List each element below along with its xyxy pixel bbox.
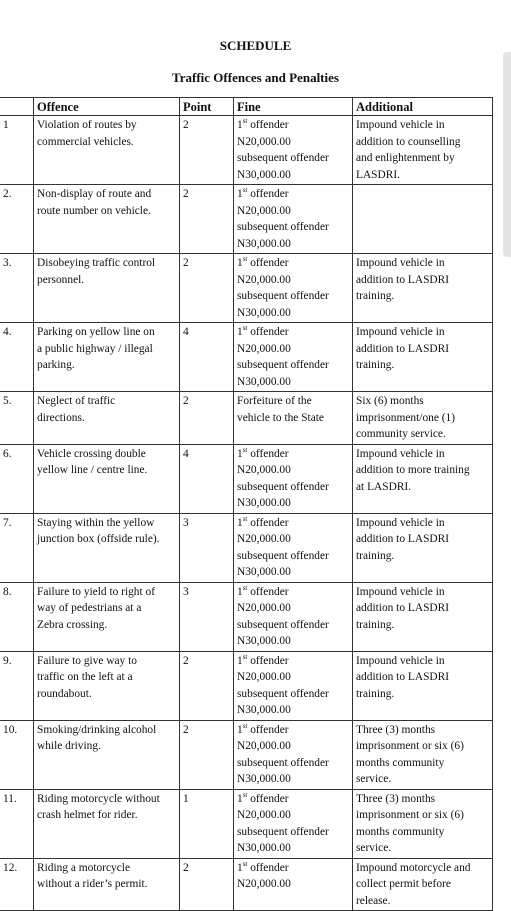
offence-cell xyxy=(34,392,180,445)
point-cell-text: 2 xyxy=(183,723,189,736)
point-cell-text: 2 xyxy=(183,395,189,407)
additional-cell xyxy=(353,789,493,858)
row-number xyxy=(0,789,34,858)
additional-cell xyxy=(353,392,493,445)
point-cell-text: 2 xyxy=(183,119,189,131)
table-row xyxy=(0,392,493,445)
row-number xyxy=(0,323,34,392)
row-number xyxy=(0,651,34,720)
fine-ordinal-suffix: st xyxy=(242,445,248,454)
offence-cell-text: Staying within the yellow junction box (offside rule). xyxy=(37,516,160,545)
fine-text xyxy=(237,860,349,893)
fine-ordinal-number: 1 xyxy=(237,516,243,529)
point-cell-text: 3 xyxy=(183,516,189,529)
additional-cell-text: Impound vehicle in addition to LASDRI training. xyxy=(356,585,450,631)
fine-amounts: offender N20,000.00 subsequent offender N30,000.00 xyxy=(237,516,329,578)
row-number xyxy=(0,392,34,445)
offence-cell-text: Non-display of route and route number on vehicle. xyxy=(37,188,152,217)
fine-text xyxy=(237,515,349,581)
fine-text xyxy=(237,255,349,321)
fine-cell xyxy=(234,116,353,185)
table-row xyxy=(0,513,493,582)
additional-cell xyxy=(353,582,493,651)
point-cell xyxy=(180,185,234,254)
row-number-text: 6. xyxy=(3,447,12,460)
fine-cell xyxy=(234,651,353,720)
row-number-text: 5. xyxy=(3,395,12,407)
fine-cell xyxy=(234,582,353,651)
row-number-text: 2. xyxy=(3,188,12,200)
fine-ordinal-number: 1 xyxy=(237,188,243,200)
point-cell xyxy=(180,323,234,392)
point-cell xyxy=(180,254,234,323)
point-cell xyxy=(180,651,234,720)
fine-ordinal-suffix: st xyxy=(242,117,248,126)
fine-text xyxy=(237,117,349,183)
point-cell xyxy=(180,444,234,513)
offence-cell-text: Neglect of traffic directions. xyxy=(37,395,116,424)
offence-cell xyxy=(34,582,180,651)
fine-ordinal-suffix: st xyxy=(242,583,248,592)
fine-amounts: offender N20,000.00 subsequent offender N30,000.00 xyxy=(237,447,329,509)
offence-cell-text: Parking on yellow line on a public highway / illegal parking. xyxy=(37,326,155,371)
row-number xyxy=(0,116,34,185)
offence-cell xyxy=(34,858,180,911)
header-point: Point xyxy=(180,98,234,116)
table-row xyxy=(0,858,493,911)
point-cell-text: 2 xyxy=(183,188,189,200)
table-row xyxy=(0,582,493,651)
point-cell xyxy=(180,116,234,185)
fine-text xyxy=(237,186,349,252)
fine-text: Forfeiture of the vehicle to the State xyxy=(237,395,324,424)
table-row xyxy=(0,789,493,858)
offence-cell xyxy=(34,720,180,789)
fine-cell xyxy=(234,789,353,858)
point-cell-text: 4 xyxy=(183,326,189,338)
point-cell-text: 2 xyxy=(183,861,189,874)
table-row xyxy=(0,444,493,513)
fine-ordinal-number: 1 xyxy=(237,861,243,874)
fine-amounts: offender N20,000.00 subsequent offender N30,000.00 xyxy=(237,119,329,181)
page-subtitle: Traffic Offences and Penalties xyxy=(172,70,339,85)
fine-cell xyxy=(234,858,353,911)
offence-cell-text: Riding motorcycle without crash helmet for rider. xyxy=(37,792,160,821)
additional-cell-text: Six (6) months imprisonment/one (1) community service. xyxy=(356,395,456,440)
offence-cell xyxy=(34,513,180,582)
fine-cell xyxy=(234,720,353,789)
point-cell-text: 3 xyxy=(183,585,189,598)
fine-ordinal-number: 1 xyxy=(237,654,243,667)
row-number-text: 11. xyxy=(3,792,17,805)
fine-ordinal-number: 1 xyxy=(237,119,243,131)
table-row xyxy=(0,651,493,720)
fine-cell xyxy=(234,392,353,445)
fine-text xyxy=(237,791,349,857)
header-additional: Additional xyxy=(353,98,493,116)
offence-cell xyxy=(34,444,180,513)
fine-cell xyxy=(234,323,353,392)
fine-text xyxy=(237,653,349,719)
fine-ordinal-suffix: st xyxy=(242,859,248,868)
row-number xyxy=(0,720,34,789)
table-body xyxy=(0,116,493,911)
offences-table xyxy=(0,97,493,911)
row-number xyxy=(0,582,34,651)
row-number xyxy=(0,254,34,323)
additional-cell xyxy=(353,185,493,254)
additional-cell xyxy=(353,323,493,392)
point-cell xyxy=(180,582,234,651)
fine-cell xyxy=(234,185,353,254)
fine-amounts: offender N20,000.00 subsequent offender N30,000.00 xyxy=(237,654,329,716)
fine-cell xyxy=(234,513,353,582)
additional-cell xyxy=(353,513,493,582)
row-number xyxy=(0,444,34,513)
point-cell xyxy=(180,858,234,911)
point-cell-text: 2 xyxy=(183,257,189,269)
fine-ordinal-suffix: st xyxy=(242,514,248,523)
offence-cell xyxy=(34,116,180,185)
row-number-text: 1 xyxy=(3,119,9,131)
fine-ordinal-suffix: st xyxy=(242,721,248,730)
additional-cell xyxy=(353,720,493,789)
offence-cell xyxy=(34,254,180,323)
row-number-text: 7. xyxy=(3,516,12,529)
fine-amounts: offender N20,000.00 subsequent offender N30,000.00 xyxy=(237,792,329,854)
fine-ordinal-number: 1 xyxy=(237,723,243,736)
fine-amounts: offender N20,000.00 xyxy=(237,861,291,890)
header-offence: Offence xyxy=(34,98,180,116)
fine-ordinal-number: 1 xyxy=(237,447,243,460)
fine-text xyxy=(237,584,349,650)
additional-cell-text: Impound vehicle in addition to more training at LASDRI. xyxy=(356,447,470,493)
point-cell xyxy=(180,513,234,582)
table-row xyxy=(0,185,493,254)
offence-cell-text: Violation of routes by commercial vehicles. xyxy=(37,119,137,148)
row-number xyxy=(0,858,34,911)
offence-cell-text: Smoking/drinking alcohol while driving. xyxy=(37,723,157,752)
fine-ordinal-suffix: st xyxy=(242,324,248,333)
additional-cell-text: Impound motorcycle and collect permit before release. xyxy=(356,861,471,907)
offence-cell-text: Riding a motorcycle without a rider’s permit. xyxy=(37,861,148,890)
fine-cell xyxy=(234,444,353,513)
row-number-text: 12. xyxy=(3,861,18,874)
point-cell xyxy=(180,789,234,858)
additional-cell xyxy=(353,858,493,911)
table-header-row xyxy=(0,98,493,116)
table-row xyxy=(0,323,493,392)
point-cell xyxy=(180,720,234,789)
additional-cell-text: Impound vehicle in addition to LASDRI training. xyxy=(356,326,450,371)
table-row xyxy=(0,254,493,323)
additional-cell-text: Impound vehicle in addition to counselling and enlightenment by LASDRI. xyxy=(356,119,461,181)
scrollbar[interactable] xyxy=(503,52,511,257)
additional-cell-text: Three (3) months imprisonment or six (6) months community service. xyxy=(356,792,464,854)
point-cell-text: 2 xyxy=(183,654,189,667)
additional-cell-text: Impound vehicle in addition to LASDRI training. xyxy=(356,257,450,302)
fine-ordinal-suffix: st xyxy=(242,255,248,264)
offence-cell-text: Disobeying traffic control personnel. xyxy=(37,257,156,286)
fine-amounts: offender N20,000.00 subsequent offender N30,000.00 xyxy=(237,188,329,250)
fine-cell xyxy=(234,254,353,323)
additional-cell xyxy=(353,444,493,513)
additional-cell-text: Impound vehicle in addition to LASDRI training. xyxy=(356,654,450,700)
point-cell-text: 4 xyxy=(183,447,189,460)
additional-cell xyxy=(353,254,493,323)
offence-cell xyxy=(34,185,180,254)
fine-amounts: offender N20,000.00 subsequent offender N30,000.00 xyxy=(237,723,329,785)
fine-ordinal-number: 1 xyxy=(237,792,243,805)
fine-ordinal-suffix: st xyxy=(242,790,248,799)
header-number xyxy=(0,98,34,116)
fine-ordinal-number: 1 xyxy=(237,326,243,338)
offence-cell xyxy=(34,651,180,720)
point-cell-text: 1 xyxy=(183,792,189,805)
additional-cell xyxy=(353,116,493,185)
additional-cell-text: Three (3) months imprisonment or six (6) months community service. xyxy=(356,723,464,785)
fine-amounts: offender N20,000.00 subsequent offender N30,000.00 xyxy=(237,326,329,388)
row-number xyxy=(0,185,34,254)
offence-cell-text: Failure to give way to traffic on the left at a roundabout. xyxy=(37,654,137,700)
fine-amounts: offender N20,000.00 subsequent offender N30,000.00 xyxy=(237,257,329,319)
additional-cell-text: Impound vehicle in addition to LASDRI training. xyxy=(356,516,450,562)
offence-cell xyxy=(34,323,180,392)
additional-cell xyxy=(353,651,493,720)
table-row xyxy=(0,116,493,185)
row-number-text: 3. xyxy=(3,257,12,269)
table-row xyxy=(0,720,493,789)
offence-cell-text: Vehicle crossing double yellow line / centre line. xyxy=(37,447,148,476)
row-number xyxy=(0,513,34,582)
fine-text xyxy=(237,446,349,512)
row-number-text: 9. xyxy=(3,654,12,667)
fine-text xyxy=(237,324,349,390)
fine-ordinal-suffix: st xyxy=(242,186,248,195)
point-cell xyxy=(180,392,234,445)
fine-ordinal-suffix: st xyxy=(242,652,248,661)
fine-text xyxy=(237,722,349,788)
header-fine: Fine xyxy=(234,98,353,116)
offence-cell-text: Failure to yield to right of way of pedestrians at a Zebra crossing. xyxy=(37,585,155,631)
fine-ordinal-number: 1 xyxy=(237,257,243,269)
row-number-text: 4. xyxy=(3,326,12,338)
fine-ordinal-number: 1 xyxy=(237,585,243,598)
page-title: SCHEDULE xyxy=(219,38,292,53)
row-number-text: 10. xyxy=(3,723,18,736)
offence-cell xyxy=(34,789,180,858)
fine-amounts: offender N20,000.00 subsequent offender N30,000.00 xyxy=(237,585,329,647)
row-number-text: 8. xyxy=(3,585,12,598)
